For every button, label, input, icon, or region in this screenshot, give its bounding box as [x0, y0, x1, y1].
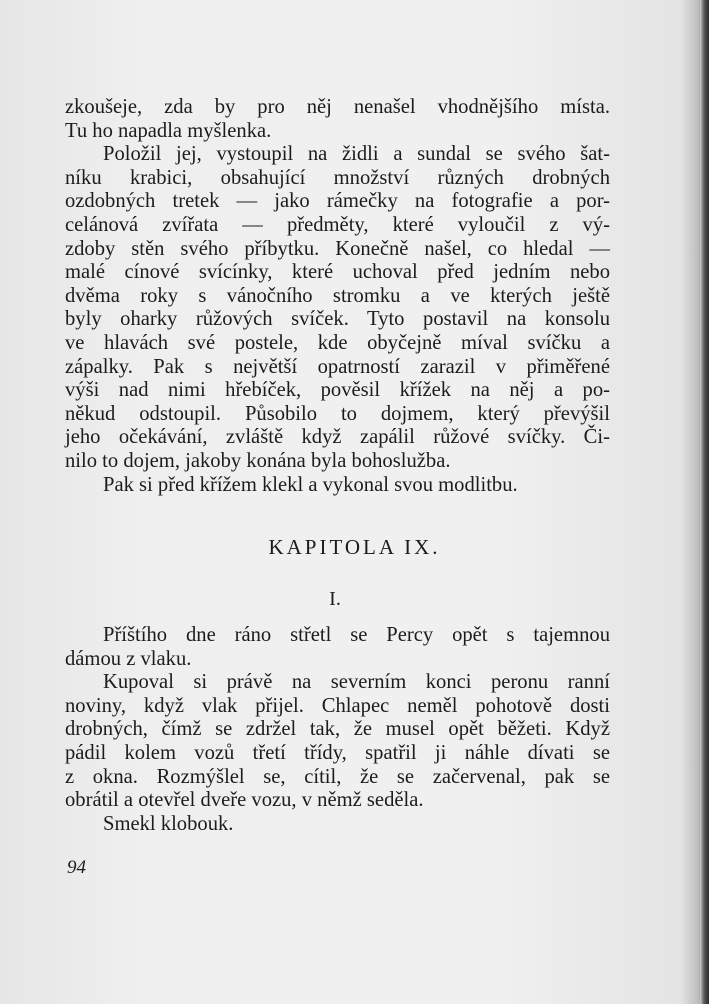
text-line: obrátil a otevřel dveře vozu, v němž seděla.: [65, 789, 424, 812]
chapter-heading: KAPITOLA IX.: [268, 535, 441, 559]
text-line: celánová zvířata — předměty, které vyloučil z vý-: [65, 213, 610, 236]
text-line: drobných, čímž se zdržel tak, že musel opět běžeti. Když: [65, 718, 610, 741]
text-line: někud odstoupil. Působilo to dojmem, který převýšil: [65, 402, 610, 425]
text-line: byly oharky růžových svíček. Tyto postavil na konsolu: [65, 308, 610, 331]
text-line: z okna. Rozmýšlel se, cítil, že se začervenal, pak se: [65, 765, 610, 788]
text-line: Tu ho napadla myšlenka.: [65, 119, 272, 142]
text-line: Smekl klobouk.: [103, 812, 234, 835]
text-line: Položil jej, vystoupil na židli a sundal se svého šat-: [103, 143, 610, 166]
body-text-bottom: [65, 624, 610, 836]
text-line: zdoby stěn svého příbytku. Konečně našel, co hledal —: [65, 237, 610, 260]
text-line: Kupoval si právě na severním konci peronu ranní: [103, 671, 610, 694]
text-line: pádil kolem vozů třetí třídy, spatřil ji náhle dívati se: [65, 741, 610, 764]
text-line: Pak si před křížem klekl a vykonal svou modlitbu.: [103, 473, 518, 496]
text-line: zkoušeje, zda by pro něj nenašel vhodnějšího místa.: [65, 96, 610, 118]
page-edge-shadow: [700, 0, 709, 1004]
text-line: noviny, když vlak přijel. Chlapec neměl pohotově dosti: [65, 694, 610, 717]
section-heading: I.: [329, 588, 341, 610]
text-line: ve hlavách své postele, kde obyčejně míval svíčku a: [65, 331, 610, 354]
paragraphs-bottom: [65, 624, 610, 836]
page-number: 94: [67, 857, 86, 878]
text-line: níku krabici, obsahující množství různých drobných: [65, 166, 610, 189]
text-line: malé cínové svícínky, které uchoval před jedním nebo: [65, 261, 610, 284]
text-line: zápalky. Pak s největší opatrností zarazil v přiměřené: [65, 355, 610, 378]
text-line: ozdobných tretek — jako rámečky na fotografie a por-: [65, 190, 610, 213]
text-line: nilo to dojem, jakoby konána byla bohoslužba.: [65, 449, 451, 472]
text-line: výši nad nimi hřebíček, pověsil křížek na něj a po-: [65, 379, 610, 402]
text-line: Příštího dne ráno střetl se Percy opět s tajemnou: [103, 624, 610, 646]
paragraphs-top: [65, 96, 610, 497]
text-line: dvěma roky s vánočního stromku a ve kterých ještě: [65, 284, 610, 307]
text-line: jeho očekávání, zvláště když zapálil růžové svíčky. Či-: [65, 426, 610, 449]
text-line: dámou z vlaku.: [65, 647, 192, 670]
body-text-top: [65, 96, 610, 497]
